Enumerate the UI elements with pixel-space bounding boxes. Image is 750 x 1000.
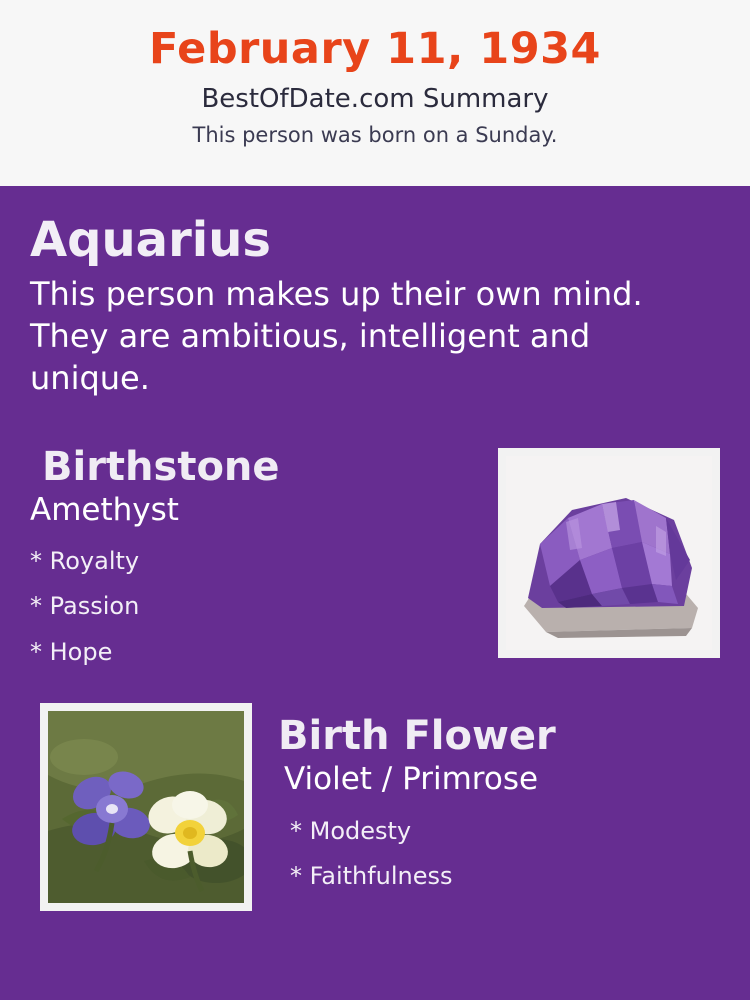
flower-image-inner	[48, 711, 244, 903]
zodiac-description: This person makes up their own mind. They are ambitious, intelligent and unique.	[30, 274, 643, 398]
violet-primrose-illustration	[48, 711, 244, 903]
birth-flower-text	[278, 703, 720, 899]
amethyst-image-inner	[506, 456, 712, 650]
violet-primrose-photo	[40, 703, 252, 911]
birth-flower-trait: * Faithfulness	[290, 862, 453, 891]
birth-flower-section	[30, 703, 720, 923]
birthstone-trait: * Passion	[30, 592, 140, 621]
birth-flower-title: Birth Flower	[278, 713, 556, 760]
birthstone-title: Birthstone	[42, 443, 280, 490]
site-summary-label: BestOfDate.com Summary	[201, 84, 549, 115]
born-day-text: This person was born on a Sunday.	[192, 123, 558, 148]
amethyst-crystal-photo	[498, 448, 720, 658]
details-panel	[0, 186, 750, 1000]
birthstone-name: Amethyst	[30, 491, 179, 528]
birthstone-section	[30, 444, 720, 676]
birthstone-trait: * Royalty	[30, 546, 140, 575]
page-title: February 11, 1934	[149, 24, 601, 74]
amethyst-illustration	[506, 456, 712, 650]
card-header	[0, 0, 750, 178]
birth-flower-name: Violet / Primrose	[284, 761, 539, 798]
birthstone-text	[30, 444, 460, 676]
zodiac-sign-title: Aquarius	[30, 212, 271, 268]
birthstone-trait: * Hope	[30, 637, 113, 666]
birth-flower-trait: * Modesty	[290, 816, 412, 845]
